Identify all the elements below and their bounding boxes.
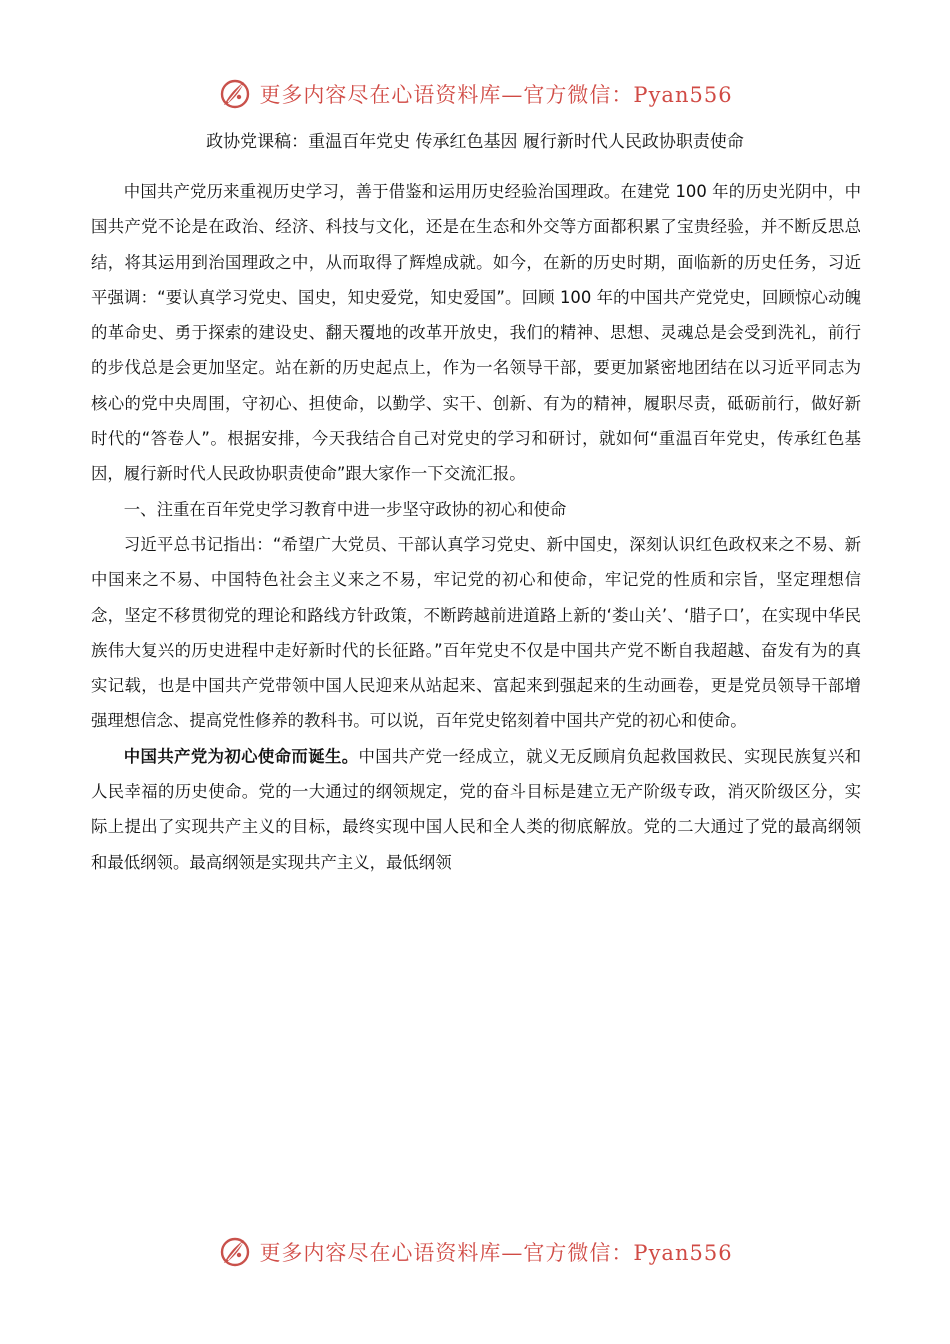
pen-nib-logo-icon — [217, 76, 253, 112]
pen-nib-logo-icon — [217, 1234, 253, 1270]
footer-watermark-banner — [0, 1232, 950, 1272]
intro-paragraph: 中国共产党历来重视历史学习，善于借鉴和运用历史经验治国理政。在建党 100 年的历史光阴中，中国共产党不论是在政治、经济、科技与文化，还是在生态和外交等方面都积累了宝贵经验，并不断反思总结，将其运用到治国理政之中，从而取得了辉煌成就。如今，在新的历史时期，面临新的历史任务，习近平强调：“要认真学习党史、国史，知史爱党，知史爱国”。回顾 100 年的中国共产党党史，回顾惊心动魄的革命史、勇于探索的建设史、翻天覆地的改革开放史，我们的精神、思想、灵魂总是会受到洗礼，前行的步伐总是会更加坚定。站在新的历史起点上，作为一名领导干部，要更加紧密地团结在以习近平同志为核心的党中央周围，守初心、担使命，以勤学、实干、创新、有为的精神，履职尽责，砥砺前行，做好新时代的“答卷人”。根据安排，今天我结合自己对党史的学习和研讨，就如何“重温百年党史，传承红色基因，履行新时代人民政协职责使命”跟大家作一下交流汇报。 — [91, 182, 861, 484]
watermark-text: 更多内容尽在心语资料库—官方微信：Pyan556 — [259, 83, 733, 107]
paragraph-lead-bold: 中国共产党为初心使命而诞生。 — [123, 746, 359, 766]
section-1-paragraph-2 — [91, 739, 861, 880]
paragraph-body: 中国共产党一经成立，就义无反顾肩负起救国救民、实现民族复兴和人民幸福的历史使命。党的一大通过的纲领规定，党的奋斗目标是建立无产阶级专政，消灭阶级区分，实际上提出了实现共产主义的目标，最终实现中国人民和全人类的彻底解放。党的二大通过了党的最高纲领和最低纲领。最高纲领是实现共产主义，最低纲领 — [91, 746, 862, 872]
section-1-heading: 一、注重在百年党史学习教育中进一步坚守政协的初心和使命 — [123, 499, 567, 519]
document-title: 政协党课稿：重温百年党史 传承红色基因 履行新时代人民政协职责使命 — [206, 132, 744, 152]
section-1-paragraph: 习近平总书记指出：“希望广大党员、干部认真学习党史、新中国史，深刻认识红色政权来之不易、新中国来之不易、中国特色社会主义来之不易，牢记党的初心和使命，牢记党的性质和宗旨，坚定理想信念，坚定不移贯彻党的理论和路线方针政策，不断跨越前进道路上新的‘娄山关’、‘腊子口’，在实现中华民族伟大复兴的历史进程中走好新时代的长征路。”百年党史不仅是中国共产党不断自我超越、奋发有为的真实记载，也是中国共产党带领中国人民迎来从站起来、富起来到强起来的生动画卷，更是党员领导干部增强理想信念、提高党性修养的教科书。可以说，百年党史铭刻着中国共产党的初心和使命。 — [91, 534, 861, 731]
watermark-text: 更多内容尽在心语资料库—官方微信：Pyan556 — [259, 1241, 733, 1265]
document-body — [91, 174, 861, 880]
header-watermark-banner — [0, 74, 950, 114]
